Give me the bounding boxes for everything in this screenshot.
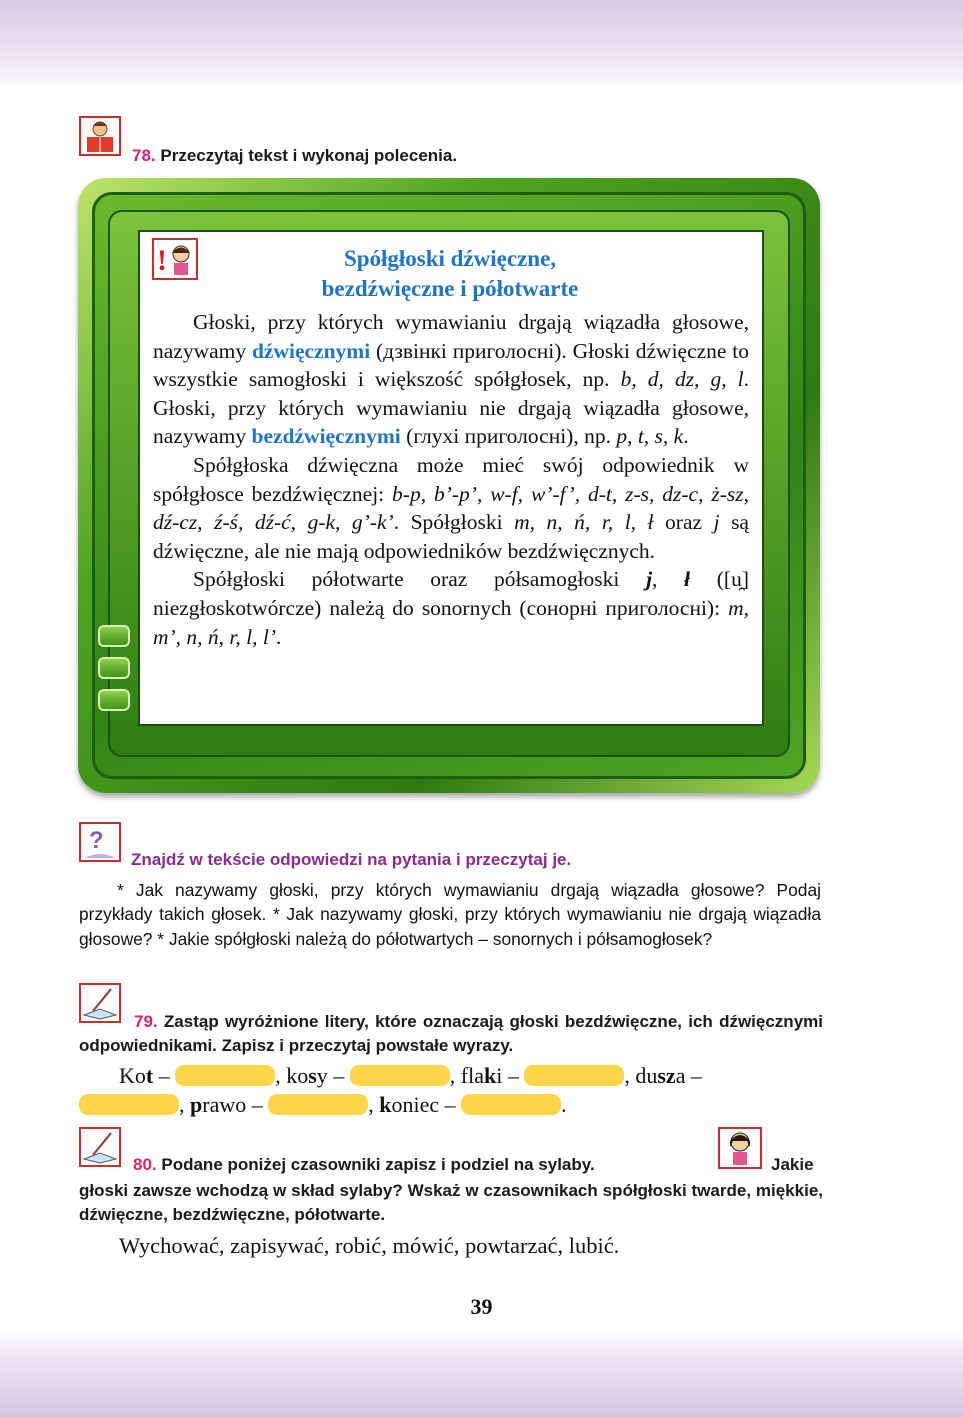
text: Spółgłoska dźwięczna może mieć swój odpowiednik w spółgłosce bezdźwięcznej: (153, 452, 749, 506)
example: j (646, 567, 653, 592)
word: y – (316, 1063, 345, 1088)
text: oraz (653, 510, 714, 535)
word: , ko (275, 1063, 309, 1088)
answer-blank[interactable] (268, 1094, 368, 1115)
svg-text:?: ? (89, 827, 104, 854)
text: są dźwięczne, ale nie mają odpowiedników bezdźwięcznych. (153, 510, 749, 563)
text: . Spółgłoski (393, 510, 515, 535)
example: m, n, ń, r, l, ł (514, 510, 654, 535)
word: , fla (449, 1063, 484, 1088)
task-number: 78. (132, 146, 156, 165)
highlighted-letter: sz (657, 1063, 676, 1088)
task-text: Zastąp wyróżnione litery, które oznaczają głoski bezdźwięczne, ich dźwięcznymi odpowiednikami. Zapisz i przeczytaj powstałe wyrazy. (79, 1012, 823, 1055)
term-voiced: dźwięcznymi (251, 338, 371, 363)
term-voiceless: bezdźwięcznymi (251, 424, 401, 449)
answer-blank[interactable] (350, 1065, 450, 1086)
rule-body (153, 308, 749, 651)
chalk-holder (98, 625, 130, 647)
word: rawo – (202, 1092, 263, 1117)
pen-book-icon (79, 1127, 121, 1167)
task-text: Podane poniżej czasowniki zapisz i podziel na sylaby. (161, 1155, 595, 1174)
questions-heading: Znajdź w tekście odpowiedzi na pytania i przeczytaj je. (131, 850, 572, 869)
task-78 (132, 146, 457, 166)
word: Ko (119, 1063, 146, 1088)
text: Głoski, przy których wymawianiu drgają wiązadła głosowe, nazywamy (153, 310, 749, 363)
svg-text:!: ! (157, 244, 167, 277)
answer-blank[interactable] (524, 1065, 624, 1086)
verbs-list: Wychować, zapisywać, robić, mówić, powtarzać, lubić. (119, 1233, 620, 1258)
top-band (0, 0, 963, 88)
task-80-text-3: głoski zawsze wchodzą w skład sylaby? Wskaż w czasownikach spółgłoski twarde, miękkie, dźwięczne, bezdźwięczne, półotwarte. (79, 1181, 823, 1224)
page-number: 39 (470, 1294, 493, 1319)
word: – (153, 1063, 170, 1088)
text: (дзвінкі приголосні). Głoski dźwięczne to wszystkie samogłoski i większość spółgłosek, np. (153, 338, 749, 392)
task-number: 80. (133, 1155, 157, 1174)
reading-child-icon (79, 116, 121, 156)
chalk-holder (98, 689, 130, 711)
highlighted-letter: p (190, 1092, 203, 1117)
example: m, m’, n, ń, r, l, l’ (153, 595, 749, 649)
highlighted-letter: s (308, 1063, 317, 1088)
rule-paragraph-3 (153, 565, 749, 651)
task-number: 79. (134, 1012, 158, 1031)
text: . Głoski, przy których wymawianiu nie drgają wiązadła głosowe, nazywamy (153, 367, 749, 449)
text: , (652, 567, 685, 592)
task-79 (79, 1010, 823, 1058)
highlighted-letter: k (379, 1092, 392, 1117)
text: (глухі приголосні), np. (400, 424, 617, 449)
bottom-band (0, 1330, 963, 1417)
word: , du (624, 1063, 658, 1088)
rule-title-1: Spółgłoski dźwięczne, (343, 246, 557, 271)
highlighted-letter: t (145, 1063, 154, 1088)
answer-blank[interactable] (175, 1065, 275, 1086)
word-exercise-line-1 (119, 1062, 825, 1090)
highlighted-letter: k (483, 1063, 497, 1088)
example: j (713, 510, 720, 535)
word-exercise-line-2 (79, 1091, 785, 1119)
example: ł (684, 567, 691, 592)
task-80-line-1 (133, 1155, 595, 1175)
word: i – (496, 1063, 519, 1088)
example: p, t, s, k (616, 424, 684, 449)
word: oniec – (391, 1092, 456, 1117)
text: ([u̯] niezgłoskotwórcze) należą do sonornych (сонорні приголосні): (153, 567, 749, 620)
answer-blank[interactable] (79, 1094, 179, 1115)
word: , (179, 1092, 190, 1117)
chalk-holder (98, 657, 130, 679)
task-80-text-2: Jakie (771, 1155, 814, 1174)
rule-paragraph-2 (153, 451, 749, 565)
text: . (683, 424, 689, 449)
word: , (368, 1092, 380, 1117)
rule-paragraph-1 (153, 308, 749, 451)
text: Spółgłoski półotwarte oraz półsamogłoski (193, 567, 647, 592)
answer-blank[interactable] (461, 1094, 561, 1115)
girl-icon (718, 1127, 762, 1169)
word: a – (675, 1063, 702, 1088)
rule-title-2: bezdźwięczne i półotwarte (321, 276, 579, 301)
example: b, d, dz, g, l (620, 367, 744, 392)
questions-body: * Jak nazywamy głoski, przy których wymawianiu drgają wiązadła głosowe? Podaj przykłady takich głosek. * Jak nazywamy głoski, przy których wymawianiu nie drgają wiązadła głosowe? * Jakie spółgłoski należą do półotwartych – sonornych i półsamogłosek? (79, 880, 821, 949)
example-pairs: b-p, b’-p’, w-f, w’-f’, d-t, z-s, dz-c, ż-sz, dź-cz, ź-ś, dź-ć, g-k, g’-k’ (153, 481, 749, 535)
chalk-holders (98, 625, 130, 721)
question-mark-icon (79, 822, 121, 862)
text: . (276, 624, 282, 649)
word: . (561, 1092, 567, 1117)
task-text: Przeczytaj tekst i wykonaj polecenia. (160, 146, 458, 165)
